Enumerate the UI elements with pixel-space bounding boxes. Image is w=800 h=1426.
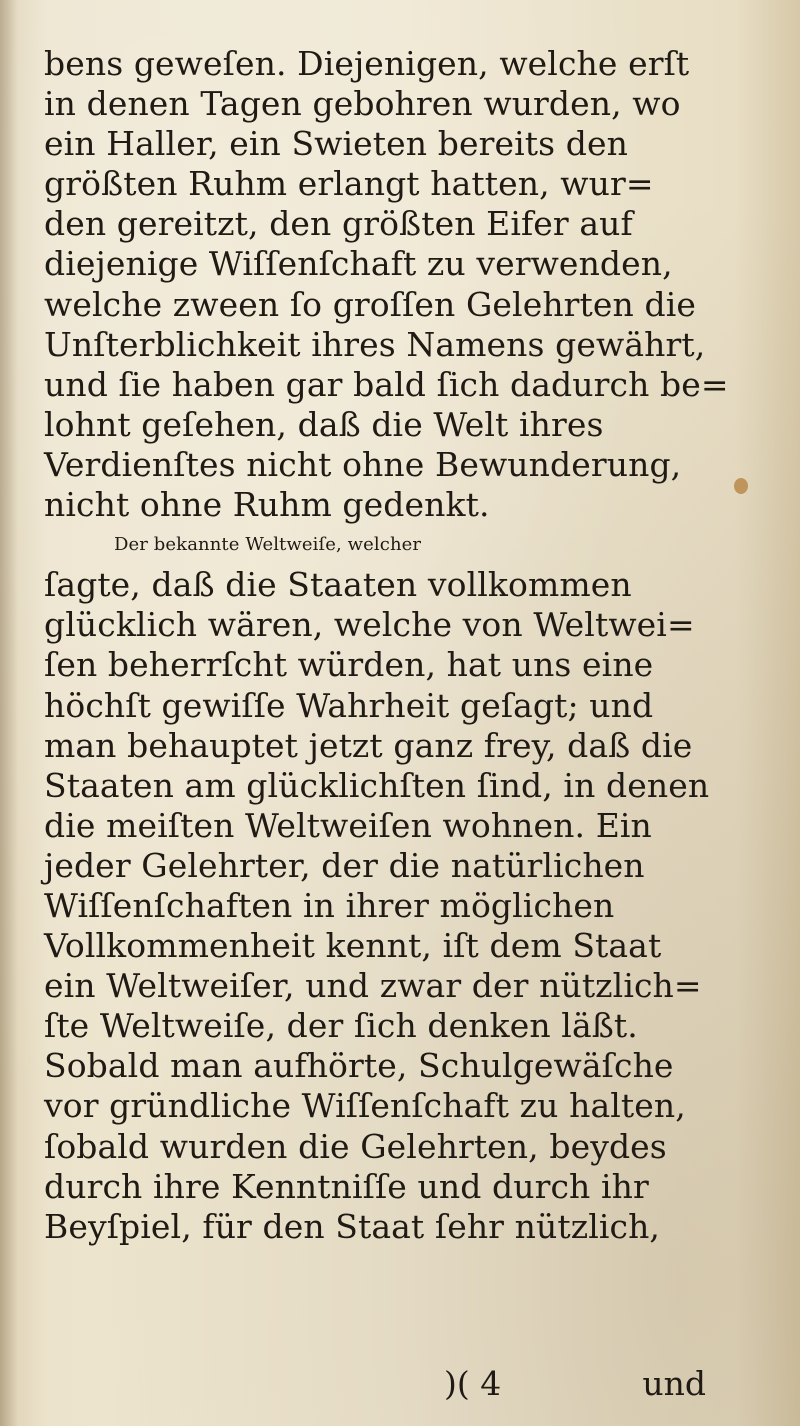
text-line: ein Haller, ein Swieten bereits den bbox=[44, 124, 628, 164]
catchword: und bbox=[642, 1364, 706, 1403]
text-line: den gereitzt, den größten Eifer auf bbox=[44, 204, 633, 244]
text-line: durch ihre Kenntniſſe und durch ihr bbox=[44, 1166, 649, 1206]
text-line: diejenige Wiſſenſchaft zu verwenden, bbox=[44, 244, 673, 284]
text-line: Wiſſenſchaften in ihrer möglichen bbox=[44, 885, 615, 925]
text-line: ſobald wurden die Gelehrten, beydes bbox=[44, 1126, 667, 1166]
text-line: nicht ohne Ruhm gedenkt. bbox=[44, 485, 490, 525]
text-line: größten Ruhm erlangt hatten, wur= bbox=[44, 164, 654, 204]
text-line: Vollkommenheit kennt, iſt dem Staat bbox=[44, 926, 662, 966]
text-line: lohnt geſehen, daß die Welt ihres bbox=[44, 404, 604, 444]
text-line: ſagte, daß die Staaten vollkommen bbox=[44, 565, 632, 605]
text-line: jeder Gelehrter, der die natürlichen bbox=[44, 845, 645, 885]
paragraph-start-line: Der bekannte Weltweiſe, welcher bbox=[114, 534, 422, 556]
text-line: Staaten am glücklichſten ſind, in denen bbox=[44, 765, 710, 805]
text-line: glücklich wären, welche von Weltwei= bbox=[44, 605, 695, 645]
text-line: vor gründliche Wiſſenſchaft zu halten, bbox=[44, 1086, 686, 1126]
text-line: Beyſpiel, für den Staat ſehr nützlich, bbox=[44, 1206, 661, 1246]
text-line: bens geweſen. Diejenigen, welche erſt bbox=[44, 44, 690, 83]
text-line: man behauptet jetzt ganz frey, daß die bbox=[44, 725, 693, 765]
text-line: welche zween ſo groſſen Gelehrten die bbox=[44, 284, 697, 324]
text-line: ein Weltweiſer, und zwar der nützlich= bbox=[44, 966, 702, 1006]
text-line: in denen Tagen gebohren wurden, wo bbox=[44, 84, 681, 124]
text-line: und ſie haben gar bald ſich dadurch be= bbox=[44, 364, 729, 404]
text-line: Sobald man aufhörte, Schulgewäſche bbox=[44, 1046, 674, 1086]
text-line: ſen beherrſcht würden, hat uns eine bbox=[44, 645, 654, 685]
body-text bbox=[44, 44, 744, 1247]
signature-mark: )( 4 bbox=[444, 1364, 502, 1403]
page-footer bbox=[44, 1364, 744, 1404]
gutter-shadow bbox=[0, 0, 18, 1426]
text-line: die meiſten Weltweiſen wohnen. Ein bbox=[44, 805, 652, 845]
text-line: höchſt gewiſſe Wahrheit geſagt; und bbox=[44, 685, 654, 725]
text-line: ſte Weltweiſe, der ſich denken läßt. bbox=[44, 1006, 638, 1046]
text-line: Verdienſtes nicht ohne Bewunderung, bbox=[44, 444, 682, 484]
text-line: Unſterblichkeit ihres Namens gewährt, bbox=[44, 324, 706, 364]
